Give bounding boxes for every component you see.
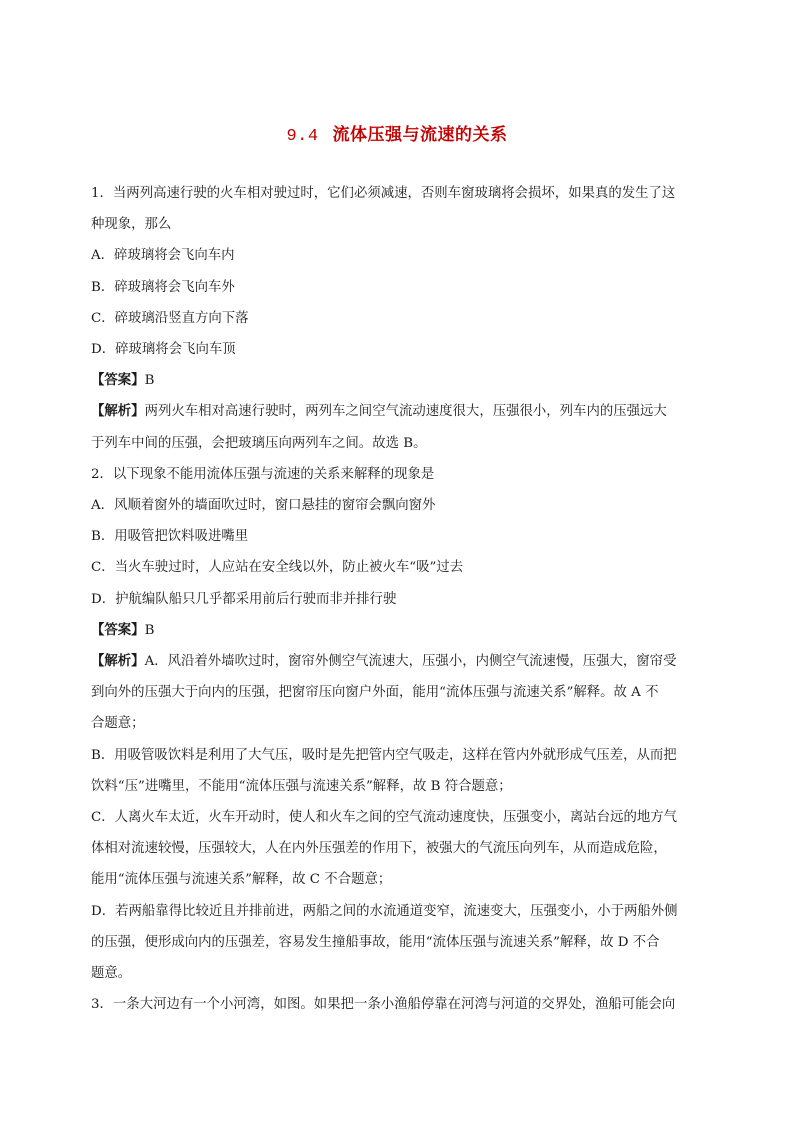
q1-analysis-line-2: 于列车中间的压强，会把玻璃压向两列车之间。故选 B。 xyxy=(91,435,427,451)
q1-answer-value: B xyxy=(144,373,155,389)
q2-analysis-line-2: 到向外的压强大于向内的压强，把窗帘压向窗户外面，能用“流体压强与流速关系”解释。故 A 不 xyxy=(91,685,659,701)
q2-answer xyxy=(91,615,703,646)
page-title xyxy=(0,120,794,146)
q1-answer xyxy=(91,365,703,396)
q2-analysis-line-11: 题意。 xyxy=(91,966,132,982)
q1-analysis-line-1 xyxy=(91,396,703,427)
q2-analysis-line-6: C．人离火车太近，火车开动时，使人和火车之间的空气流动速度快，压强变小，离站台远的地方气 xyxy=(91,810,678,826)
q2-option-a: A．风顺着窗外的墙面吹过时，窗口悬挂的窗帘会飘向窗外 xyxy=(91,498,436,514)
q2-analysis-line-5: 饮料“压”进嘴里，不能用“流体压强与流速关系”解释，故 B 符合题意； xyxy=(91,778,512,794)
q1-option-a: A．碎玻璃将会飞向车内 xyxy=(91,248,235,264)
q1-option-d: D．碎玻璃将会飞向车顶 xyxy=(91,342,236,358)
q2-stem: 2．以下现象不能用流体压强与流速的关系来解释的现象是 xyxy=(91,466,435,482)
q1-stem-line-2: 种现象，那么 xyxy=(91,217,172,233)
q2-analysis-line-10: 的压强，便形成向内的压强差，容易发生撞船事故，能用“流体压强与流速关系”解释，故 D 不合 xyxy=(91,934,660,950)
q1-option-c: C．碎玻璃沿竖直方向下落 xyxy=(91,310,249,326)
q2-analysis-line-7: 体相对流速较慢，压强较大，人在内外压强差的作用下，被强大的气流压向列车，从而造成危险， xyxy=(91,841,667,857)
q1-option-b: B．碎玻璃将会飞向车外 xyxy=(91,279,235,295)
q1-answer-label: 【答案】 xyxy=(91,372,145,389)
document-body xyxy=(91,178,703,1020)
q3-stem-line-1: 3．一条大河边有一个小河湾，如图。如果把一条小渔船停靠在河湾与河道的交界处，渔船可能会向 xyxy=(91,997,676,1013)
q2-analysis-line-1 xyxy=(91,646,703,677)
q1-stem-line-1: 1．当两列高速行驶的火车相对驶过时，它们必须减速，否则车窗玻璃将会损坏，如果真的发生了这 xyxy=(91,186,676,201)
q2-analysis-text-1: A．风沿着外墙吹过时，窗帘外侧空气流速大，压强小，内侧空气流速慢，压强大，窗帘受 xyxy=(144,654,677,670)
q1-analysis-label: 【解析】 xyxy=(91,403,145,420)
q2-option-b: B．用吸管把饮料吸进嘴里 xyxy=(91,529,249,545)
q2-answer-value: B xyxy=(144,622,155,638)
q2-analysis-line-4: B．用吸管吸饮料是利用了大气压，吸时是先把管内空气吸走，这样在管内外就形成气压差，从而把 xyxy=(91,747,677,763)
q2-option-c: C．当火车驶过时，人应站在安全线以外，防止被火车“吸”过去 xyxy=(91,560,464,576)
q2-analysis-line-8: 能用“流体压强与流速关系”解释，故 C 不合题意； xyxy=(91,872,392,888)
section-title: 流体压强与流速的关系 xyxy=(332,125,508,145)
q2-analysis-label: 【解析】 xyxy=(91,653,145,670)
q2-answer-label: 【答案】 xyxy=(91,621,145,638)
section-number: 9.4 xyxy=(286,127,319,146)
q2-analysis-line-3: 合题意； xyxy=(91,716,145,732)
q2-option-d: D．护航编队船只几乎都采用前后行驶而非并排行驶 xyxy=(91,591,397,607)
q1-analysis-text-1: 两列火车相对高速行驶时，两列车之间空气流动速度很大，压强很小，列车内的压强远大 xyxy=(144,404,667,420)
q2-analysis-line-9: D．若两船靠得比较近且并排前进，两船之间的水流通道变窄，流速变大，压强变小，小于两船外侧 xyxy=(91,903,678,919)
